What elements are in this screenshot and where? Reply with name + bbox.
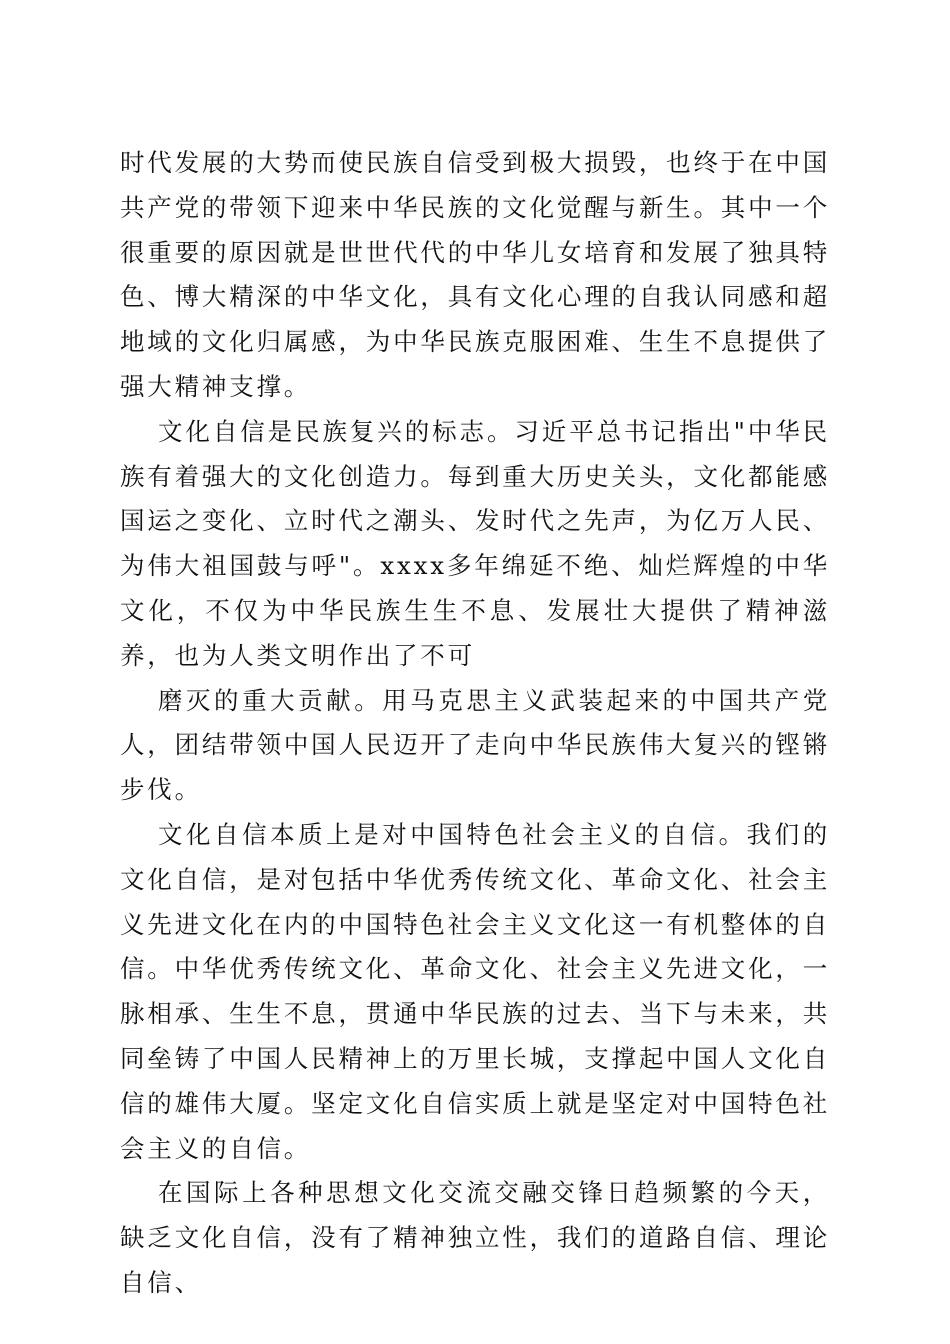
paragraph-2: 文化自信是民族复兴的标志。习近平总书记指出"中华民族有着强大的文化创造力。每到重大历史关头，文化都能感国运之变化、立时代之潮头、发时代之先声，为亿万人民、为伟大祖国鼓与呼"。xxxx多年绵延不绝、灿烂辉煌的中华文化，不仅为中华民族生生不息、发展壮大提供了精神滋养，也为人类文明作出了不可 (120, 416, 830, 670)
paragraph-5: 在国际上各种思想文化交流交融交锋日趋频繁的今天，缺乏文化自信，没有了精神独立性，我们的道路自信、理论自信、 (120, 1178, 830, 1297)
paragraph-3: 磨灭的重大贡献。用马克思主义武装起来的中国共产党人，团结带领中国人民迈开了走向中华民族伟大复兴的铿锵步伐。 (120, 685, 830, 805)
paragraph-1: 时代发展的大势而使民族自信受到极大损毁，也终于在中国共产党的带领下迎来中华民族的文化觉醒与新生。其中一个很重要的原因就是世世代代的中华儿女培育和发展了独具特色、博大精深的中华文化，具有文化心理的自我认同感和超地域的文化归属感，为中华民族克服困难、生生不息提供了强大精神支撑。 (120, 148, 830, 401)
document-body (120, 141, 830, 1306)
paragraph-4: 文化自信本质上是对中国特色社会主义的自信。我们的文化自信，是对包括中华优秀传统文化、革命文化、社会主义先进文化在内的中国特色社会主义文化这一有机整体的自信。中华优秀传统文化、革命文化、社会主义先进文化，一脉相承、生生不息，贯通中华民族的过去、当下与未来，共同垒铸了中国人民精神上的万里长城，支撑起中国人文化自信的雄伟大厦。坚定文化自信实质上就是坚定对中国特色社会主义的自信。 (120, 819, 830, 1163)
